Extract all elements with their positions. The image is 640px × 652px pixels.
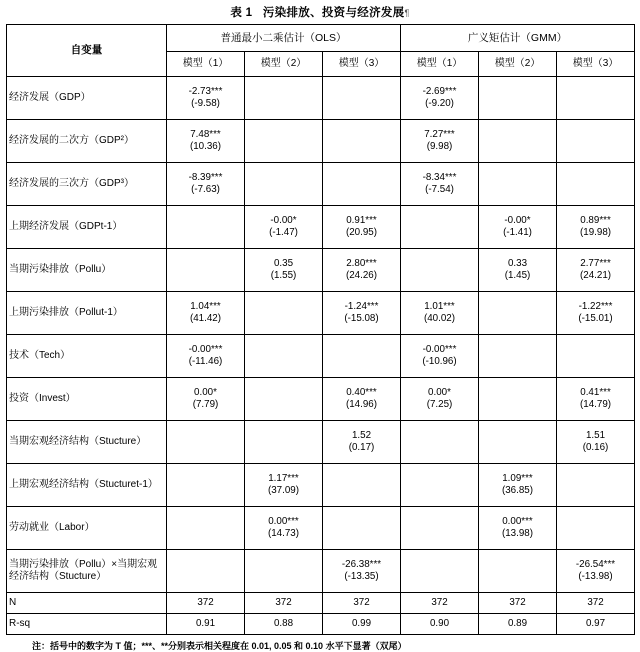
coefficient: -0.00*** xyxy=(188,343,223,355)
table-cell xyxy=(401,206,479,249)
coefficient: 1.01*** xyxy=(424,300,455,312)
table-cell xyxy=(167,335,245,378)
table-cell: 372 xyxy=(167,593,245,614)
t-value: (1.55) xyxy=(270,270,297,281)
table-cell xyxy=(245,507,323,550)
table-cell xyxy=(401,335,479,378)
table-row xyxy=(7,550,635,593)
table-cell xyxy=(401,120,479,163)
table-cell xyxy=(479,249,557,292)
table-cell xyxy=(557,206,635,249)
table-row xyxy=(7,77,635,120)
table-row xyxy=(7,593,635,614)
table-row xyxy=(7,292,635,335)
pilcrow-mark: ¶ xyxy=(404,8,410,18)
table-cell xyxy=(479,77,557,120)
coefficient: 0.00*** xyxy=(502,515,533,527)
table-cell xyxy=(245,550,323,593)
table-cell xyxy=(557,550,635,593)
column-group-gmm: 广义矩估计（GMM） xyxy=(401,25,635,52)
table-cell xyxy=(323,292,401,335)
t-value: (19.98) xyxy=(579,227,612,238)
table-cell xyxy=(479,292,557,335)
table-row xyxy=(7,163,635,206)
coefficient: 1.52 xyxy=(351,429,372,441)
t-value: (-7.63) xyxy=(191,184,220,195)
coefficient: 0.89*** xyxy=(580,214,611,226)
t-value: (7.79) xyxy=(192,399,219,410)
table-cell xyxy=(245,249,323,292)
coefficient: 7.27*** xyxy=(424,128,455,140)
column-header-ols-model-1: 模型（1） xyxy=(167,52,245,77)
coefficient: 0.00* xyxy=(194,386,217,398)
table-cell xyxy=(245,163,323,206)
row-label-lagged-gdp: 上期经济发展（GDPt-1） xyxy=(7,206,167,249)
table-cell xyxy=(323,421,401,464)
row-label-r-squared: R-sq xyxy=(7,614,167,635)
table-cell: 0.91 xyxy=(167,614,245,635)
t-value: (10.36) xyxy=(189,141,222,152)
coefficient: 2.77*** xyxy=(580,257,611,269)
table-cell xyxy=(401,163,479,206)
coefficient: -0.00* xyxy=(504,214,531,226)
t-value: (13.98) xyxy=(501,528,534,539)
coefficient: -8.34*** xyxy=(422,171,457,183)
table-cell xyxy=(245,421,323,464)
table-cell xyxy=(323,550,401,593)
t-value: (-15.08) xyxy=(344,313,379,324)
table-cell xyxy=(479,335,557,378)
table-cell xyxy=(557,163,635,206)
table-cell xyxy=(245,206,323,249)
table-cell xyxy=(167,77,245,120)
table-cell xyxy=(323,507,401,550)
row-label-gdp-squared: 经济发展的二次方（GDP²） xyxy=(7,120,167,163)
t-value: (-11.46) xyxy=(188,356,223,367)
coefficient: 2.80*** xyxy=(346,257,377,269)
table-cell xyxy=(479,507,557,550)
t-value: (37.09) xyxy=(267,485,300,496)
table-row xyxy=(7,249,635,292)
table-note: 注：括号中的数字为 T 值；***、**分别表示相关程度在 0.01, 0.05 和 0.10 水平下显著（双尾） xyxy=(32,641,407,651)
table-cell xyxy=(323,120,401,163)
table-row xyxy=(7,614,635,635)
table-cell xyxy=(479,464,557,507)
table-cell xyxy=(557,249,635,292)
t-value: (41.42) xyxy=(189,313,222,324)
table-cell: 372 xyxy=(245,593,323,614)
table-cell xyxy=(245,77,323,120)
coefficient: -8.39*** xyxy=(188,171,223,183)
table-cell xyxy=(323,163,401,206)
t-value: (-10.96) xyxy=(422,356,457,367)
t-value: (1.45) xyxy=(504,270,531,281)
t-value: (14.73) xyxy=(267,528,300,539)
coefficient: 0.35 xyxy=(273,257,294,269)
table-cell xyxy=(401,507,479,550)
t-value: (20.95) xyxy=(345,227,378,238)
coefficient: -2.69*** xyxy=(422,85,457,97)
coefficient: 0.91*** xyxy=(346,214,377,226)
coefficient: 1.09*** xyxy=(502,472,533,484)
t-value: (-15.01) xyxy=(578,313,613,324)
table-cell xyxy=(167,507,245,550)
coefficient: -26.38*** xyxy=(341,558,382,570)
header-row-groups xyxy=(7,25,635,52)
table-cell xyxy=(245,335,323,378)
column-header-gmm-model-3: 模型（3） xyxy=(557,52,635,77)
t-value: (-13.98) xyxy=(578,571,613,582)
t-value: (24.26) xyxy=(345,270,378,281)
table-cell xyxy=(401,378,479,421)
table-cell: 372 xyxy=(557,593,635,614)
table-cell xyxy=(167,464,245,507)
t-value: (9.98) xyxy=(426,141,453,152)
table-row xyxy=(7,335,635,378)
row-label-pollution-structure-interaction: 当期污染排放（Pollu）×当期宏观经济结构（Stucture） xyxy=(7,550,167,593)
row-label-gdp-cubed: 经济发展的三次方（GDP³） xyxy=(7,163,167,206)
coefficient: 0.41*** xyxy=(580,386,611,398)
t-value: (0.16) xyxy=(582,442,609,453)
coefficient: 0.33 xyxy=(507,257,528,269)
table-cell xyxy=(167,421,245,464)
table-cell xyxy=(323,77,401,120)
table-header xyxy=(7,25,635,77)
table-cell xyxy=(401,292,479,335)
table-caption xyxy=(6,6,634,20)
column-header-ols-model-2: 模型（2） xyxy=(245,52,323,77)
t-value: (-9.20) xyxy=(425,98,454,109)
table-cell xyxy=(245,292,323,335)
column-header-gmm-model-1: 模型（1） xyxy=(401,52,479,77)
table-cell: 372 xyxy=(401,593,479,614)
table-cell xyxy=(401,421,479,464)
table-cell xyxy=(167,206,245,249)
t-value: (0.17) xyxy=(348,442,375,453)
table-body xyxy=(7,77,635,635)
coefficient: 1.04*** xyxy=(190,300,221,312)
coefficient: -0.00* xyxy=(270,214,297,226)
table-row xyxy=(7,421,635,464)
table-row xyxy=(7,120,635,163)
table-cell: 0.88 xyxy=(245,614,323,635)
table-cell xyxy=(479,120,557,163)
table-cell xyxy=(479,421,557,464)
coefficient: -2.73*** xyxy=(188,85,223,97)
table-cell xyxy=(557,421,635,464)
column-group-ols: 普通最小二乘估计（OLS） xyxy=(167,25,401,52)
row-label-gdp: 经济发展（GDP） xyxy=(7,77,167,120)
table-cell xyxy=(323,378,401,421)
table-cell: 0.97 xyxy=(557,614,635,635)
table-label: 表 1 xyxy=(230,7,253,19)
t-value: (7.25) xyxy=(426,399,453,410)
column-header-gmm-model-2: 模型（2） xyxy=(479,52,557,77)
table-row xyxy=(7,507,635,550)
coefficient: -1.24*** xyxy=(344,300,379,312)
table-cell: 372 xyxy=(323,593,401,614)
t-value: (36.85) xyxy=(501,485,534,496)
table-cell xyxy=(401,550,479,593)
t-value: (-1.47) xyxy=(269,227,298,238)
table-cell xyxy=(401,77,479,120)
row-label-labor: 劳动就业（Labor） xyxy=(7,507,167,550)
table-cell xyxy=(479,378,557,421)
table-cell xyxy=(167,163,245,206)
column-header-ols-model-3: 模型（3） xyxy=(323,52,401,77)
coefficient: 1.17*** xyxy=(268,472,299,484)
table-cell xyxy=(167,120,245,163)
coefficient: -0.00*** xyxy=(422,343,457,355)
t-value: (-13.35) xyxy=(344,571,379,582)
row-label-n: N xyxy=(7,593,167,614)
table-cell xyxy=(401,464,479,507)
t-value: (-9.58) xyxy=(191,98,220,109)
table-cell xyxy=(245,464,323,507)
table-cell xyxy=(323,206,401,249)
table-cell xyxy=(557,292,635,335)
row-label-tech: 技术（Tech） xyxy=(7,335,167,378)
t-value: (14.79) xyxy=(579,399,612,410)
table-cell xyxy=(323,464,401,507)
table-cell xyxy=(245,378,323,421)
t-value: (24.21) xyxy=(579,270,612,281)
table-cell xyxy=(557,507,635,550)
table-row xyxy=(7,378,635,421)
t-value: (-1.41) xyxy=(503,227,532,238)
table-cell xyxy=(557,77,635,120)
table-title: 污染排放、投资与经济发展 xyxy=(262,7,405,19)
table-cell: 372 xyxy=(479,593,557,614)
table-cell: 0.99 xyxy=(323,614,401,635)
table-cell xyxy=(167,378,245,421)
table-cell xyxy=(557,335,635,378)
table-cell: 0.89 xyxy=(479,614,557,635)
coefficient: 0.40*** xyxy=(346,386,377,398)
table-cell xyxy=(167,550,245,593)
row-label-lagged-pollution: 上期污染排放（Pollut-1） xyxy=(7,292,167,335)
t-value: (40.02) xyxy=(423,313,456,324)
table-cell xyxy=(245,120,323,163)
coefficient: 0.00* xyxy=(428,386,451,398)
table-cell xyxy=(557,378,635,421)
table-cell xyxy=(557,120,635,163)
table-cell xyxy=(323,335,401,378)
table-cell xyxy=(479,550,557,593)
table-cell: 0.90 xyxy=(401,614,479,635)
table-cell xyxy=(401,249,479,292)
row-label-current-pollution: 当期污染排放（Pollu） xyxy=(7,249,167,292)
t-value: (-7.54) xyxy=(425,184,454,195)
coefficient: 7.48*** xyxy=(190,128,221,140)
row-label-current-structure: 当期宏观经济结构（Stucture） xyxy=(7,421,167,464)
table-cell xyxy=(167,292,245,335)
coefficient: -1.22*** xyxy=(578,300,613,312)
table-cell xyxy=(323,249,401,292)
column-header-variable: 自变量 xyxy=(7,25,167,77)
regression-table xyxy=(6,24,635,635)
table-row xyxy=(7,464,635,507)
table-cell xyxy=(479,163,557,206)
table-row xyxy=(7,206,635,249)
table-cell xyxy=(557,464,635,507)
row-label-invest: 投资（Invest） xyxy=(7,378,167,421)
coefficient: 1.51 xyxy=(585,429,606,441)
table-cell xyxy=(167,249,245,292)
coefficient: 0.00*** xyxy=(268,515,299,527)
t-value: (14.96) xyxy=(345,399,378,410)
table-cell xyxy=(479,206,557,249)
coefficient: -26.54*** xyxy=(575,558,616,570)
row-label-lagged-structure: 上期宏观经济结构（Stucturet-1） xyxy=(7,464,167,507)
